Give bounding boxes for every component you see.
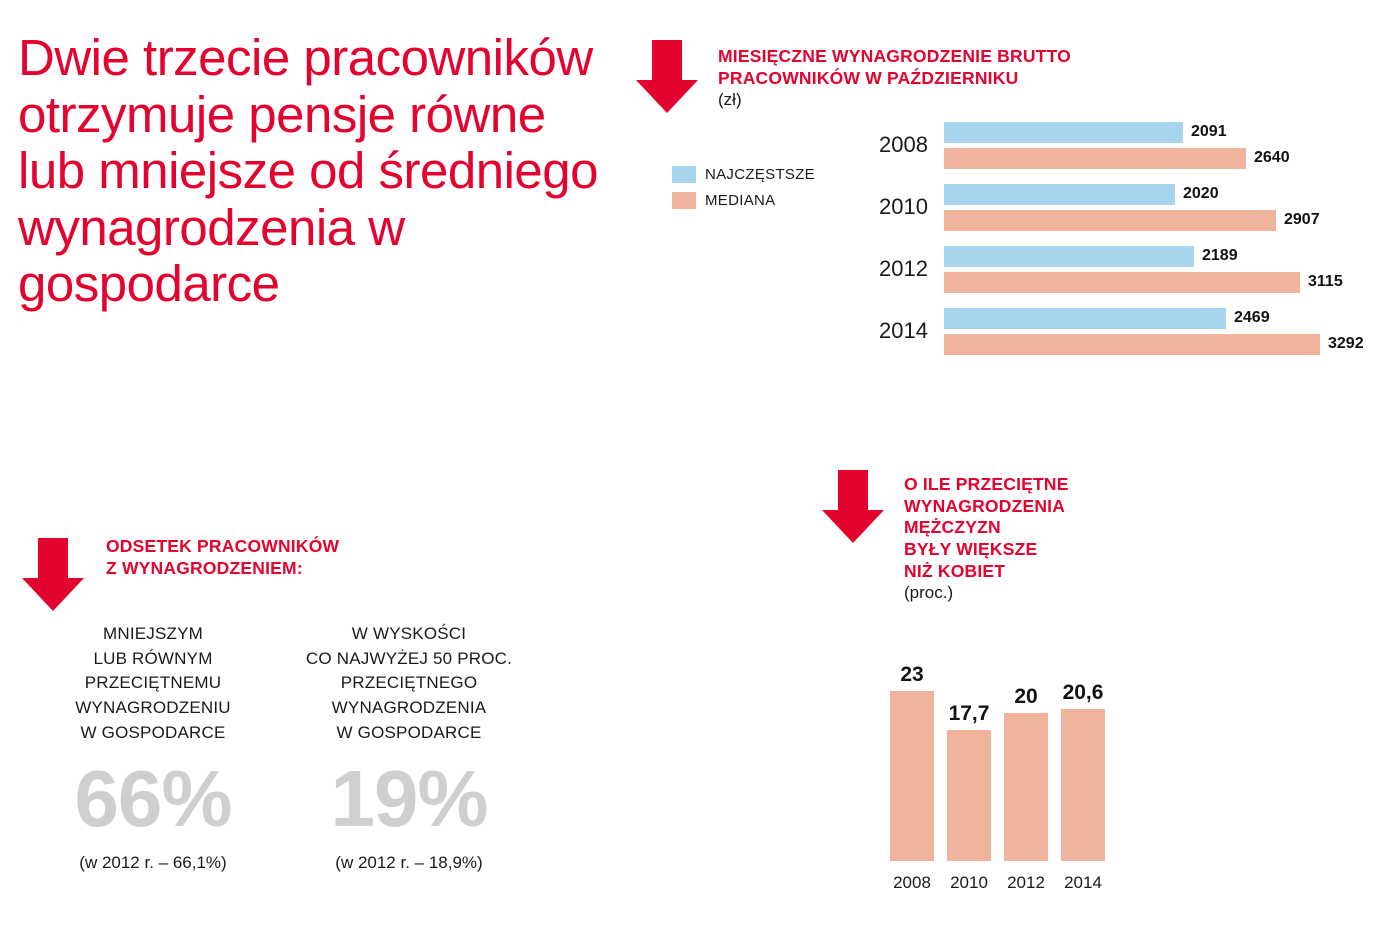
percentage-value-1: 66% [74,754,232,844]
section2-title-line2: Z WYNAGRODZENIEM: [106,557,303,578]
chart1-value-label: 2907 [1284,211,1320,228]
page-title: Dwie trzecie pracowników otrzymuje pensje równe lub mniejsze od średniego wynagrodzenia w gospodarce [18,29,599,313]
chart1-value-label: 3292 [1328,335,1364,352]
section3-title-line2: WYNAGRODZENIA [904,495,1066,516]
legend-label-najczestsze: NAJCZĘSTSZE [705,166,815,183]
chart2-plot-area [890,661,1150,892]
chart1-row [820,304,1380,366]
section2-title [106,536,526,579]
chart-gender-pay-gap [890,650,1150,895]
chart2-value-label: 17,7 [948,702,990,725]
chart2-category-label: 2008 [893,873,931,892]
percentage-value-2: 19% [330,754,488,844]
chart2-value-label: 20,6 [1062,681,1104,704]
section1-unit: (zł) [718,90,742,110]
chart2-bar [947,730,991,861]
chart2-bar-wrapper [890,663,934,861]
chart2-bar-wrapper [1061,681,1105,861]
chart1-row [820,242,1380,304]
down-arrow-icon [822,470,884,543]
section1-title-line2: PRACOWNIKÓW W PAŹDZIERNIKU [718,67,1019,88]
legend-swatch-mediana [672,192,696,209]
chart1-category-label: 2012 [879,256,928,281]
percentage-note-2: (w 2012 r. – 18,9%) [335,853,483,873]
chart1-category-label: 2008 [879,132,928,157]
chart1-value-label: 2469 [1234,309,1270,326]
section3-title [904,474,1204,604]
legend-item [672,192,815,209]
percentage-column-1 [38,622,268,873]
legend-swatch-najczestsze [672,166,696,183]
chart2-bar [890,691,934,861]
legend-label-mediana: MEDIANA [705,192,776,209]
percentage-column-2 [275,622,543,873]
chart2-bar [1061,709,1105,861]
section1-title-line1: MIESIĘCZNE WYNAGRODZENIE BRUTTO [718,46,1071,66]
section3-title-line1: O ILE PRZECIĘTNE [904,474,1069,494]
chart2-value-label: 23 [900,663,924,686]
percentage-description-2: W WYSKOŚCI CO NAJWYŻEJ 50 PROC. PRZECIĘTNEGO WYNAGRODZENIA W GOSPODARCE [305,624,513,742]
percentage-note-1: (w 2012 r. – 66,1%) [79,853,227,873]
chart1-value-label: 2020 [1183,185,1219,202]
chart1-category-label: 2010 [879,194,928,219]
chart2-category-label: 2014 [1064,873,1102,892]
chart2-value-label: 20 [1014,685,1038,708]
chart1-value-label: 2091 [1191,123,1227,140]
chart1-value-label: 3115 [1308,273,1343,290]
section3-unit: (proc.) [904,583,954,603]
chart1-legend [672,166,815,218]
chart2-bar-wrapper [1004,685,1048,861]
legend-item [672,166,815,183]
chart2-category-label: 2010 [950,873,988,892]
chart2-bar-wrapper [947,702,991,861]
down-arrow-icon [636,40,698,113]
chart1-value-label: 2640 [1254,149,1290,166]
chart-monthly-gross-salary [820,118,1380,393]
down-arrow-icon [22,538,84,611]
chart1-row [820,180,1380,242]
chart2-bar [1004,713,1048,861]
chart1-row [820,118,1380,180]
section3-title-line3: MĘŻCZYZN [904,517,1001,538]
chart1-category-label: 2014 [879,318,928,343]
section3-title-line4: BYŁY WIĘKSZE [904,539,1038,560]
chart2-category-label: 2012 [1007,873,1045,892]
chart1-value-label: 2189 [1202,247,1238,264]
section3-title-line5: NIŻ KOBIET [904,560,1006,581]
section2-title-line1: ODSETEK PRACOWNIKÓW [106,536,340,556]
section1-title [718,46,1258,110]
percentage-description-1: MNIEJSZYM LUB RÓWNYM PRZECIĘTNEMU WYNAGRODZENIU W GOSPODARCE [75,624,231,742]
